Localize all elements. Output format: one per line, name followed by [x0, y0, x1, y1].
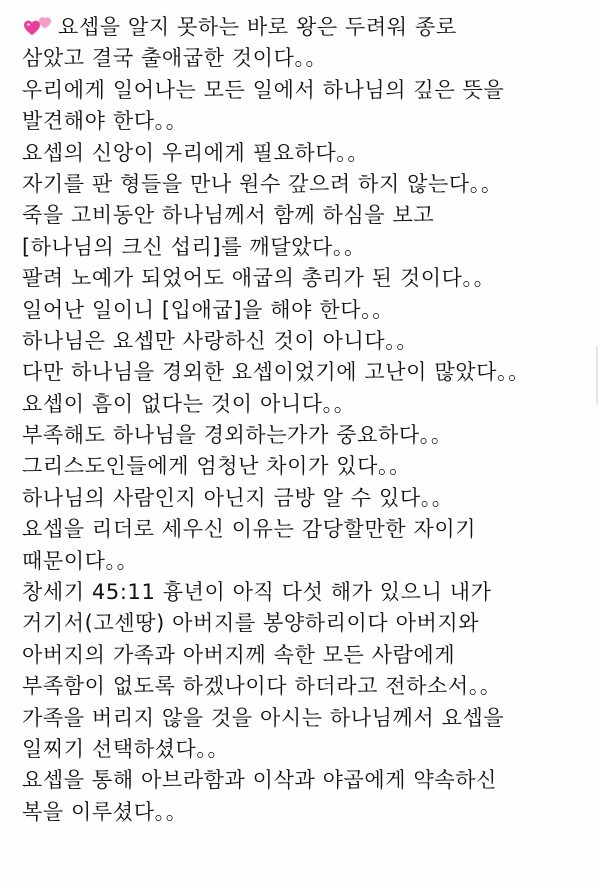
note-line: 가족을 버리지 않을 것을 아시는 하나님께서 요셉을 [22, 705, 505, 730]
note-line: 아버지의 가족과 아버지께 속한 모든 사람에게 [22, 642, 456, 667]
note-line: 요셉의 신앙이 우리에게 필요하다。。 [22, 140, 369, 165]
note-line: 다만 하나님을 경외한 요셉이었기에 고난이 많았다。。 [22, 360, 530, 385]
note-line: 복을 이루셨다。。 [22, 799, 188, 824]
note-line: 삼았고 결국 출애굽한 것이다。。 [22, 46, 328, 71]
note-line: 요셉이 흠이 없다는 것이 아니다。。 [22, 391, 356, 416]
note-line: 하나님의 사람인지 아닌지 금방 알 수 있다。。 [22, 485, 454, 510]
note-line: 그리스도인들에게 엄청난 차이가 있다。。 [22, 454, 411, 479]
note-line: 요셉을 리더로 세우신 이유는 감당할만한 자이기 [22, 517, 477, 542]
note-line: 하나님은 요셉만 사랑하신 것이 아니다。。 [22, 328, 418, 353]
note-line: 부족함이 없도록 하겠나이다 하더라고 전하소서。。 [22, 674, 502, 699]
note-line: 부족해도 하나님을 경외하는가가 중요하다。。 [22, 423, 453, 448]
note-line: 자기를 판 형들을 만나 원수 갚으려 하지 않는다。。 [22, 171, 503, 196]
note-line-text: 요셉을 알지 못하는 바로 왕은 두려워 종로 [58, 15, 457, 39]
note-line: 때문이다。。 [22, 548, 139, 573]
two-hearts-icon [22, 15, 52, 37]
scroll-indicator[interactable] [596, 345, 598, 405]
note-line: 죽을 고비동안 하나님께서 함께 하심을 보고 [22, 203, 435, 228]
note-line: 일어난 일이니 [입애굽]을 해야 한다。。 [22, 297, 394, 322]
note-line: 팔려 노예가 되었어도 애굽의 총리가 된 것이다。。 [22, 266, 496, 291]
note-line: 요셉을 통해 아브라함과 이삭과 야곱에게 약속하신 [22, 768, 497, 793]
note-line: 창세기 45:11 흉년이 아직 다섯 해가 있으니 내가 [22, 580, 492, 605]
note-line: 거기서(고센땅) 아버지를 봉양하리이다 아버지와 [22, 611, 480, 636]
note-line [22, 12, 578, 43]
note-line: 일찌기 선택하셨다。。 [22, 736, 230, 761]
note-line: 우리에게 일어나는 모든 일에서 하나님의 깊은 뜻을 [22, 77, 505, 102]
note-line: 발견해야 한다。。 [22, 109, 188, 134]
note-line: [하나님의 크신 섭리]를 깨달았다。。 [22, 234, 366, 259]
